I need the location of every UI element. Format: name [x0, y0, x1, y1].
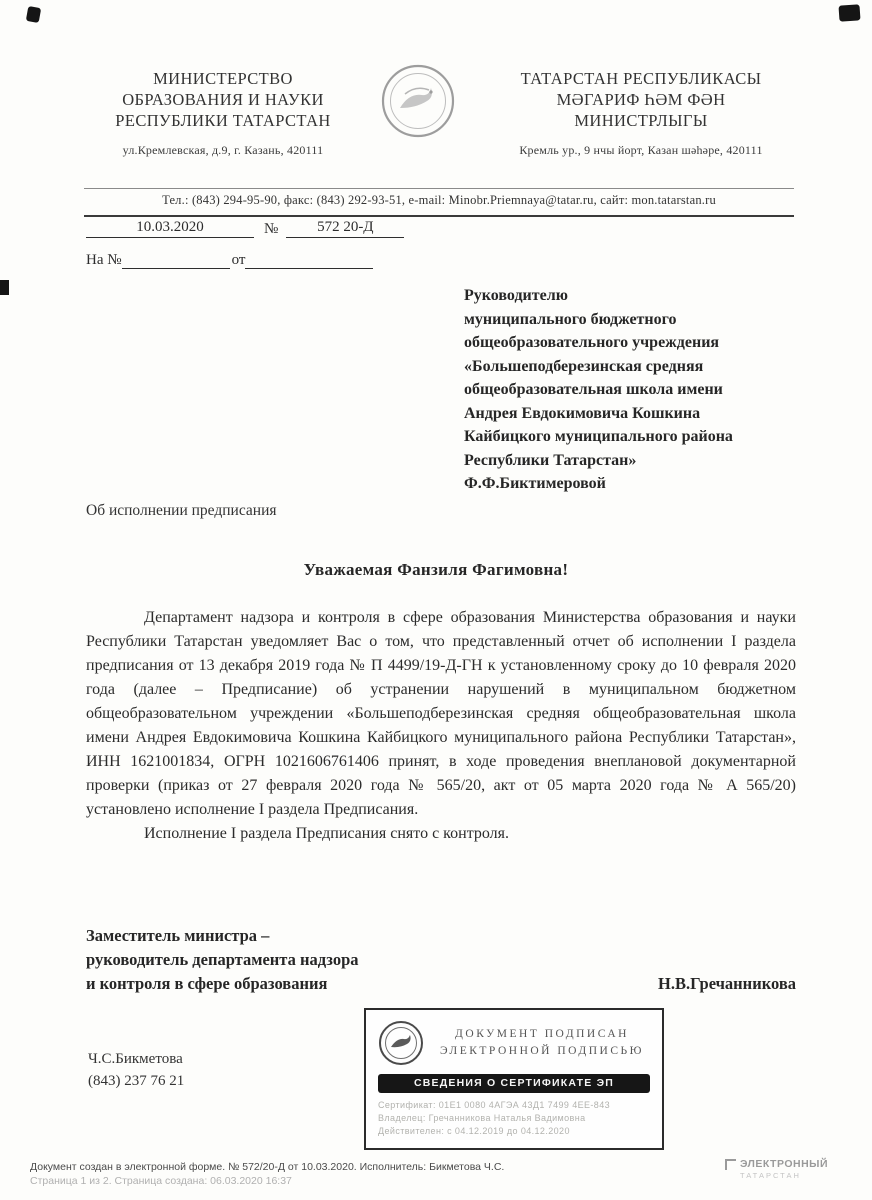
body-paragraph-1: Департамент надзора и контроля в сфере образования Министерства образования и науки Республики Татарстан уведомляет Вас о том, что представленный отчет об исполнении I раздела предписания от 13 декабря 2019 года № П 4499/19-Д-ГН к установленному сроку до 10 февраля 2020 года (далее – Предписание) об устранении нарушений в муниципальном бюджетном общеобразовательном учреждении «Большеподберезинская средняя общеобразовательная школа имени Андрея Евдокимовича Кошкина Кайбицкого муниципального района Республики Татарстан», ИНН 1621001834, ОГРН 1021606761406 принят, в ходе проведения внеплановой документарной проверки (приказ от 27 февраля 2020 года № 565/20, акт от 05 марта 2020 года № А 565/20) установлено исполнение I раздела Предписания.	[86, 609, 796, 818]
number-symbol: №	[264, 221, 279, 237]
elogo-line2: ТАТАРСТАН	[739, 1171, 801, 1180]
outgoing-date: 10.03.2020	[136, 219, 204, 235]
stamp-emblem-icon	[378, 1020, 424, 1066]
incoming-ref-line	[86, 252, 373, 269]
executor-contact	[88, 1048, 184, 1092]
scan-artifact-top-left	[26, 6, 41, 23]
elogo-text: ЭЛЕКТРОННЫЙ	[739, 1158, 828, 1170]
elogo-line1	[725, 1158, 828, 1170]
signature-block	[86, 924, 796, 996]
footer-page-line: Страница 1 из 2. Страница создана: 06.03.2020 16:37	[30, 1175, 292, 1187]
org-line: МӘГАРИФ ҺӘМ ФӘН	[556, 90, 726, 109]
ministry-address-tatar: Кремль ур., 9 нчы йорт, Казан шәһәре, 420111	[519, 143, 763, 157]
incoming-number-blank	[122, 267, 230, 269]
electronic-tatarstan-logo	[725, 1158, 828, 1180]
outgoing-ref-line	[86, 219, 404, 238]
recipient-line: Андрея Евдокимовича Кошкина	[464, 404, 701, 422]
signer-name: Н.В.Гречанникова	[657, 974, 796, 993]
ministry-address-russian: ул.Кремлевская, д.9, г. Казань, 420111	[122, 143, 324, 157]
recipient-name: Ф.Ф.Биктимеровой	[464, 475, 606, 492]
salutation: Уважаемая Фанзиля Фагимовна!	[303, 560, 569, 579]
elogo-icon	[725, 1159, 736, 1170]
signer-title-line: и контроля в сфере образования	[86, 974, 328, 993]
recipient-block	[464, 284, 804, 496]
recipient-line: Республики Татарстан»	[464, 451, 637, 469]
stamp-header	[378, 1020, 650, 1066]
org-line: РЕСПУБЛИКИ ТАТАРСТАН	[115, 111, 331, 130]
executor-phone: (843) 237 76 21	[88, 1073, 185, 1089]
certificate-info-bar: СВЕДЕНИЯ О СЕРТИФИКАТЕ ЭП	[378, 1074, 650, 1093]
org-line: МИНИСТЕРСТВО	[153, 69, 293, 88]
ot-label: от	[231, 252, 246, 268]
letter-body	[86, 606, 796, 846]
stamp-title	[434, 1026, 650, 1060]
certificate-details	[378, 1099, 650, 1138]
org-line: ТАТАРСТАН РЕСПУБЛИКАСЫ	[520, 69, 762, 88]
letterhead	[92, 68, 800, 158]
executor-name: Ч.С.Бикметова	[88, 1051, 183, 1067]
subject-line: Об исполнении предписания	[86, 502, 277, 519]
recipient-line: «Большеподберезинская средняя	[464, 357, 704, 375]
ministry-name-tatar	[482, 68, 800, 158]
scan-artifact-top-right	[838, 4, 860, 21]
outgoing-date-blank	[86, 219, 254, 238]
signer-title-line: Заместитель министра –	[86, 926, 270, 945]
org-line: ОБРАЗОВАНИЯ И НАУКИ	[122, 90, 324, 109]
certificate-owner-line: Владелец: Гречанникова Наталья Вадимовна	[378, 1113, 586, 1123]
org-line: МИНИСТРЛЫГЫ	[574, 111, 708, 130]
recipient-line: Кайбицкого муниципального района	[464, 428, 733, 445]
digital-signature-stamp	[364, 1008, 664, 1150]
stamp-title-line: ЭЛЕКТРОННОЙ ПОДПИСЬЮ	[440, 1045, 644, 1057]
document-footer	[30, 1160, 504, 1188]
body-paragraph-2: Исполнение I раздела Предписания снято с контроля.	[144, 825, 510, 842]
stamp-title-line: ДОКУМЕНТ ПОДПИСАН	[455, 1028, 629, 1040]
recipient-line: муниципального бюджетного	[464, 310, 677, 328]
ministry-name-russian	[92, 68, 354, 158]
signer-title-line: руководитель департамента надзора	[86, 950, 359, 969]
recipient-line: общеобразовательная школа имени	[464, 381, 723, 398]
scan-artifact-left-edge	[0, 280, 9, 295]
certificate-validity-line: Действителен: с 04.12.2019 до 04.12.2020	[378, 1126, 570, 1136]
tatarstan-emblem-icon	[381, 64, 455, 138]
incoming-date-blank	[245, 267, 373, 269]
recipient-line: общеобразовательного учреждения	[464, 334, 720, 351]
contact-info-line: Тел.: (843) 294-95-90, факс: (843) 292-93-51, e-mail: Minobr.Priemnaya@tatar.ru, сайт: mon.tatarstan.ru	[84, 188, 794, 217]
outgoing-number: 572 20-Д	[317, 219, 374, 235]
footer-creation-line: Документ создан в электронной форме. № 572/20-Д от 10.03.2020. Исполнитель: Бикметова Ч.С.	[30, 1161, 505, 1173]
certificate-number-line: Сертификат: 01Е1 0080 4АГЭА 43Д1 7499 4ЕЕ-843	[378, 1100, 611, 1110]
outgoing-number-blank	[286, 219, 404, 238]
recipient-line: Руководителю	[464, 287, 568, 304]
signer-title	[86, 924, 359, 996]
na-label: На №	[86, 252, 122, 268]
